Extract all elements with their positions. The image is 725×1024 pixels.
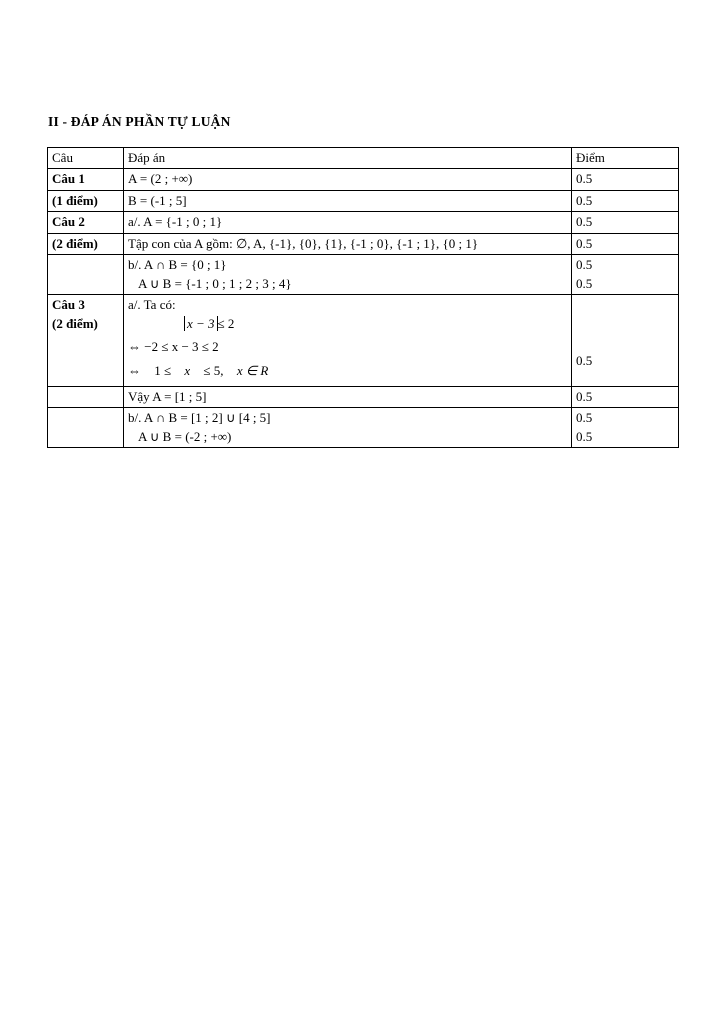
question-points: (1 điểm) bbox=[52, 192, 98, 208]
table-row bbox=[48, 408, 679, 448]
inequality-right: ≤ 5, bbox=[203, 362, 224, 378]
table-header bbox=[48, 148, 679, 169]
table-body bbox=[48, 169, 679, 448]
score-value: 0.5 bbox=[576, 428, 593, 444]
question-points-cell bbox=[48, 190, 124, 211]
question-number: Câu 2 bbox=[52, 214, 85, 230]
answer-line: b/. A ∩ B = {0 ; 1} bbox=[128, 257, 227, 273]
page-title: II - ĐÁP ÁN PHẦN TỰ LUẬN bbox=[48, 114, 231, 129]
score-value: 0.5 bbox=[576, 275, 593, 291]
question-points: (2 điểm) bbox=[52, 235, 98, 251]
answer-line: a/. A = {-1 ; 0 ; 1} bbox=[128, 214, 223, 230]
question-empty-cell bbox=[48, 386, 124, 407]
answer-cell bbox=[124, 212, 572, 233]
score-cell bbox=[572, 255, 679, 295]
equivalence-symbol: ⇔ bbox=[128, 362, 141, 378]
column-header-diem: Điểm bbox=[572, 148, 679, 169]
table-row bbox=[48, 212, 679, 233]
question-number: Câu 3 bbox=[52, 297, 85, 313]
column-header-dapan: Đáp án bbox=[124, 148, 572, 169]
answer-cell bbox=[124, 190, 572, 211]
score-cell: 0.5 bbox=[572, 386, 679, 407]
question-label-cell bbox=[48, 169, 124, 190]
variable-x: x bbox=[184, 362, 191, 378]
score-cell: 0.5 bbox=[572, 190, 679, 211]
score-value: 0.5 bbox=[576, 352, 593, 368]
answer-line: Tập con của A gồm: ∅, A, {-1}, {0}, {1}, {-1 ; 0}, {-1 ; 1}, {0 ; 1} bbox=[128, 235, 479, 251]
question-label-cell bbox=[48, 212, 124, 233]
score-cell: 0.5 bbox=[572, 169, 679, 190]
inequality-left: 1 ≤ bbox=[154, 362, 172, 378]
table-row bbox=[48, 233, 679, 254]
answer-line: a/. Ta có: bbox=[128, 297, 176, 313]
score-value: 0.5 bbox=[576, 410, 593, 426]
answer-cell bbox=[124, 386, 572, 407]
table-row bbox=[48, 386, 679, 407]
table-row bbox=[48, 190, 679, 211]
answer-line bbox=[128, 275, 567, 293]
question-points-cell bbox=[48, 233, 124, 254]
score-cell: 0.5 bbox=[572, 212, 679, 233]
question-number: Câu 1 bbox=[52, 171, 85, 187]
table-row bbox=[48, 169, 679, 190]
answer-cell bbox=[124, 255, 572, 295]
answer-line: b/. A ∩ B = [1 ; 2] ∪ [4 ; 5] bbox=[128, 410, 271, 426]
answer-line-formula bbox=[128, 315, 567, 333]
score-value: 0.5 bbox=[576, 257, 593, 273]
score-cell bbox=[572, 408, 679, 448]
question-points: (2 điểm) bbox=[52, 315, 98, 331]
answer-line-formula: ⇔ −2 ≤ x − 3 ≤ 2 bbox=[128, 339, 219, 355]
absolute-value-expression: x − 3 bbox=[184, 316, 218, 331]
answer-line-formula bbox=[128, 362, 567, 380]
answer-cell bbox=[124, 169, 572, 190]
answer-line: A = (2 ; +∞) bbox=[128, 171, 193, 187]
table-header-row bbox=[48, 148, 679, 169]
question-empty-cell bbox=[48, 255, 124, 295]
domain-condition: x ∈ R bbox=[236, 362, 269, 378]
answer-cell bbox=[124, 233, 572, 254]
table-row bbox=[48, 255, 679, 295]
score-cell bbox=[572, 295, 679, 387]
question-empty-cell bbox=[48, 408, 124, 448]
answer-key-table bbox=[47, 147, 679, 448]
question-label-cell bbox=[48, 295, 124, 387]
answer-line bbox=[128, 428, 567, 446]
score-cell: 0.5 bbox=[572, 233, 679, 254]
answer-cell bbox=[124, 408, 572, 448]
answer-line: B = (-1 ; 5] bbox=[128, 192, 187, 208]
answer-line-text: A ∪ B = (-2 ; +∞) bbox=[138, 428, 232, 444]
inequality-rest: ≤ 2 bbox=[217, 315, 235, 331]
answer-line: Vậy A = [1 ; 5] bbox=[128, 388, 207, 404]
column-header-cau: Câu bbox=[48, 148, 124, 169]
table-row bbox=[48, 295, 679, 387]
answer-cell bbox=[124, 295, 572, 387]
answer-line-text: A ∪ B = {-1 ; 0 ; 1 ; 2 ; 3 ; 4} bbox=[138, 275, 292, 291]
